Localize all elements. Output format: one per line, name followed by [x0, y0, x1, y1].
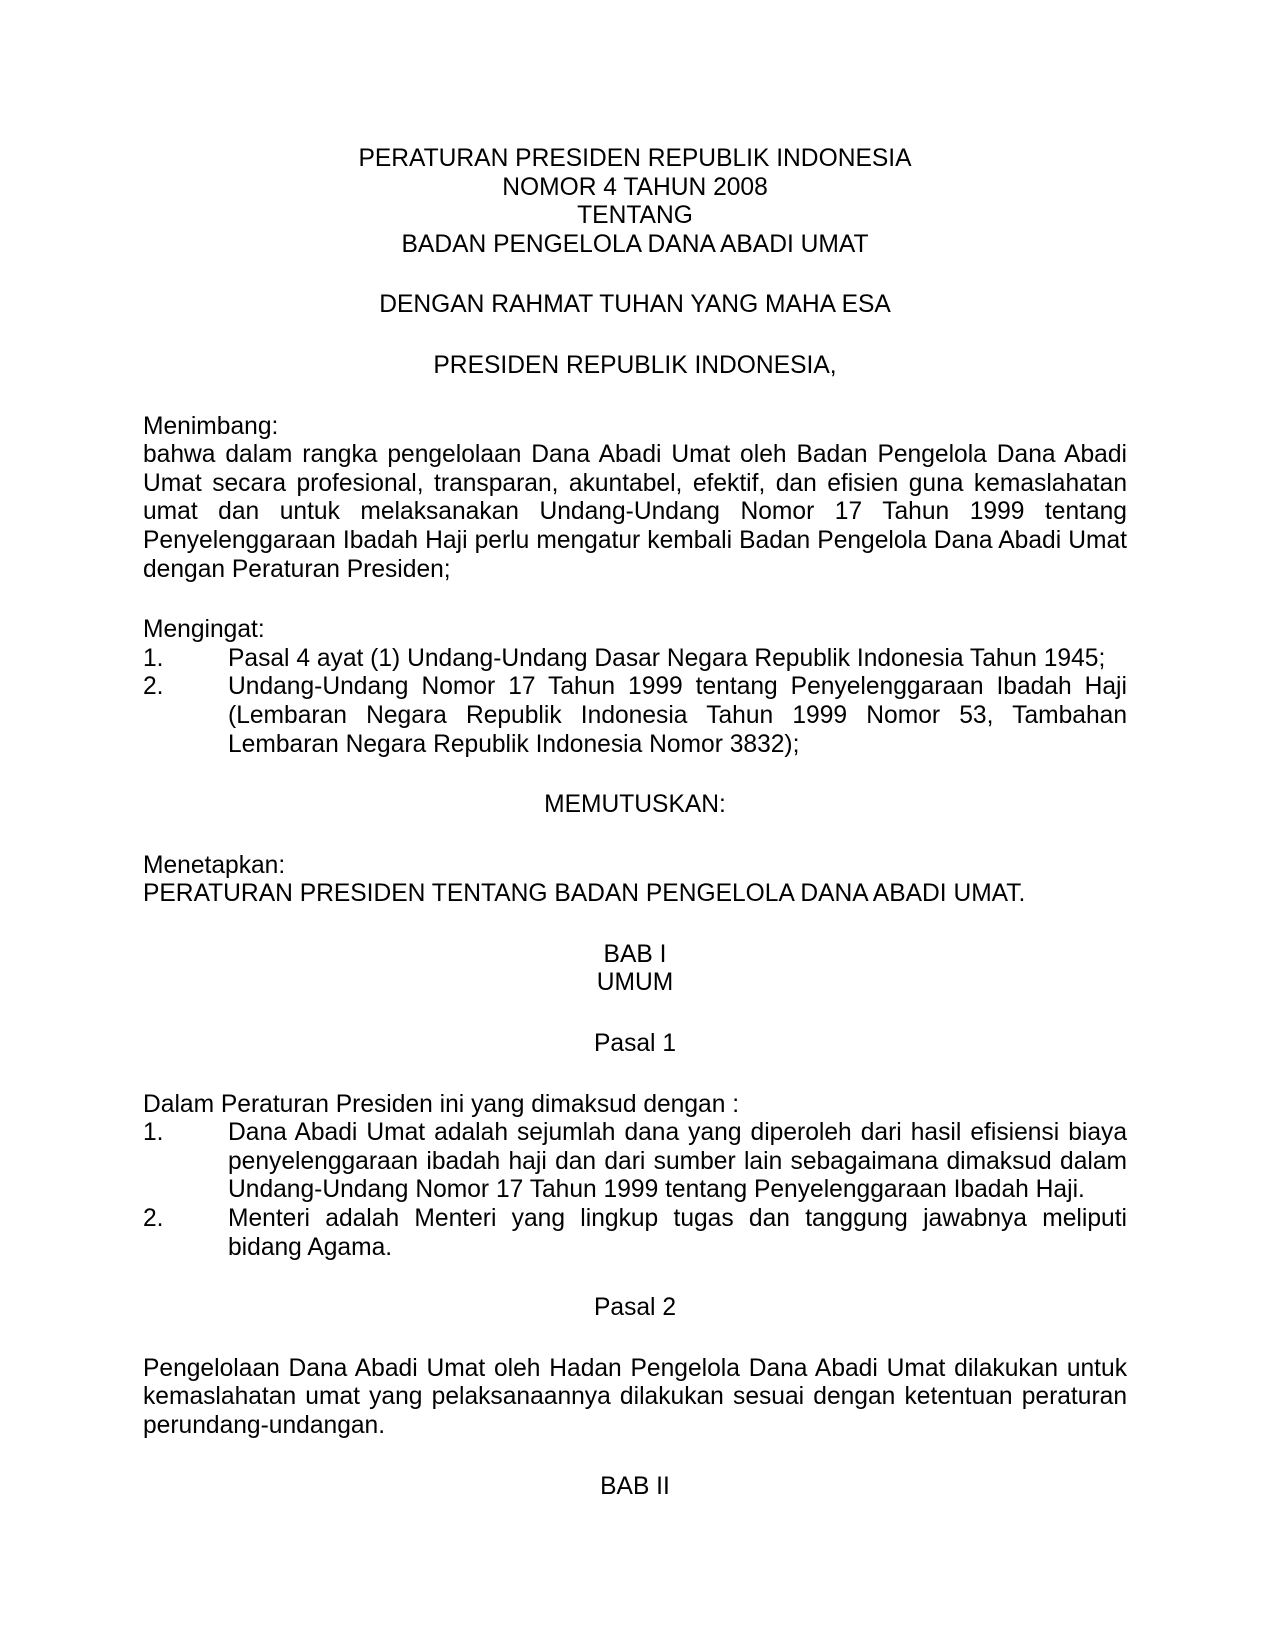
mengingat-item-1 [143, 645, 1127, 674]
list-number: 2. [143, 673, 164, 701]
title-line-tentang: TENTANG [577, 202, 693, 230]
mengingat-label: Mengingat: [143, 616, 265, 644]
pasal2-body: Pengelolaan Dana Abadi Umat oleh Hadan Pengelola Dana Abadi Umat dilakukan untuk kemaslahatan umat yang pelaksanaannya dilakukan sesuai dengan ketentuan peraturan perundang-undangan. [143, 1354, 1127, 1439]
list-number: 1. [143, 1119, 164, 1147]
menimbang-label: Menimbang: [143, 412, 279, 440]
authority-line: PRESIDEN REPUBLIK INDONESIA, [433, 351, 837, 379]
pasal2-heading: Pasal 2 [593, 1294, 677, 1322]
pasal1-item-2 [143, 1205, 1127, 1262]
list-text: Dana Abadi Umat adalah sejumlah dana yang diperoleh dari hasil efisiensi biaya penyelenggaraan ibadah haji dan dari sumber lain sebagaimana dimaksud dalam Undang-Undang Nomor 17 Tahun 1999 tentang Penyelenggaraan Ibadah Haji. [228, 1119, 1127, 1204]
pasal1-intro: Dalam Peraturan Presiden ini yang dimaksud dengan : [143, 1090, 740, 1118]
pasal1-item-1 [143, 1119, 1127, 1205]
menetapkan-text: PERATURAN PRESIDEN TENTANG BADAN PENGELOLA DANA ABADI UMAT. [143, 880, 1026, 908]
bab1-title: UMUM [596, 969, 674, 997]
bab1-number: BAB I [603, 940, 667, 968]
bab2-heading: BAB II [600, 1472, 670, 1500]
list-number: 1. [143, 644, 164, 672]
menetapkan-label: Menetapkan: [143, 851, 286, 879]
title-line-subject: BADAN PENGELOLA DANA ABADI UMAT [401, 230, 869, 258]
title-line-regulation: PERATURAN PRESIDEN REPUBLIK INDONESIA [358, 145, 912, 172]
memutuskan-heading: MEMUTUSKAN: [544, 791, 726, 819]
bab1-heading [143, 941, 1127, 998]
list-text: Undang-Undang Nomor 17 Tahun 1999 tentang Penyelenggaraan Ibadah Haji (Lembaran Negara Republik Indonesia Tahun 1999 Nomor 53, Tambahan Lembaran Negara Republik Indonesia Nomor 3832); [228, 673, 1127, 758]
list-text: Menteri adalah Menteri yang lingkup tugas dan tanggung jawabnya meliputi bidang Agama. [228, 1205, 1127, 1261]
invocation-line: DENGAN RAHMAT TUHAN YANG MAHA ESA [379, 291, 891, 319]
mengingat-item-2 [143, 673, 1127, 759]
list-number: 2. [143, 1205, 164, 1233]
title-line-number: NOMOR 4 TAHUN 2008 [502, 173, 768, 201]
menimbang-body: bahwa dalam rangka pengelolaan Dana Abadi Umat oleh Badan Pengelola Dana Abadi Umat secara profesional, transparan, akuntabel, efektif, dan efisien guna kemaslahatan umat dan untuk melaksanakan Undang-Undang Nomor 17 Tahun 1999 tentang Penyelenggaraan Ibadah Haji perlu mengatur kembali Badan Pengelola Dana Abadi Umat dengan Peraturan Presiden; [143, 441, 1127, 583]
document-title-block [143, 145, 1127, 259]
list-text: Pasal 4 ayat (1) Undang-Undang Dasar Negara Republik Indonesia Tahun 1945; [228, 644, 1106, 672]
pasal1-heading: Pasal 1 [593, 1030, 677, 1058]
